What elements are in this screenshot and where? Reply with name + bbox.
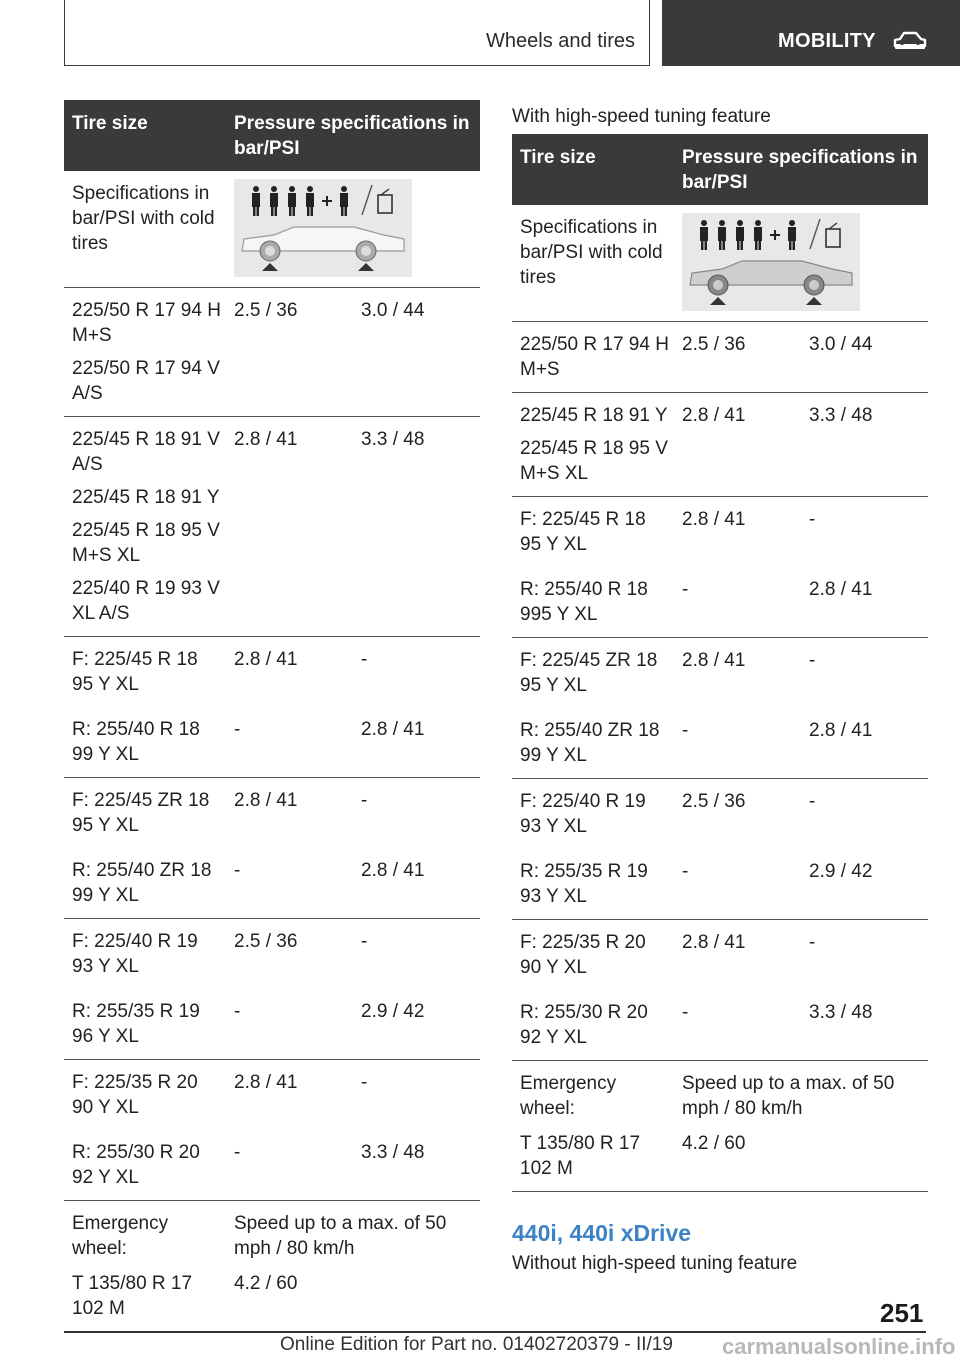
- tire-size: R: 255/30 R 20 92 Y XL: [72, 1142, 200, 1188]
- tire-size-cell: [64, 637, 226, 708]
- tire-size: R: 255/40 ZR 18 99 Y XL: [520, 720, 660, 766]
- right-column: [512, 104, 928, 1277]
- header-section-title: Wheels and tires: [486, 30, 635, 52]
- footer-divider: [64, 1331, 926, 1333]
- emergency-pressure: 4.2 / 60: [226, 1271, 480, 1332]
- col-header-pressure: Pressure specifications in bar/PSI: [226, 100, 480, 171]
- left-pressure-table: [64, 100, 480, 1332]
- pressure-loaded: 3.3 / 48: [353, 417, 480, 637]
- section-title: 440i, 440i xDrive: [512, 1220, 692, 1246]
- spec-label: Specifications in bar/PSI with cold tires: [512, 205, 674, 322]
- pressure-normal: -: [226, 989, 353, 1060]
- table-row: [64, 637, 480, 708]
- tire-size: F: 225/40 R 19 93 Y XL: [72, 931, 198, 977]
- pressure-normal: 2.5 / 36: [674, 322, 801, 393]
- tire-size-cell: [512, 779, 674, 850]
- tire-size: 225/50 R 17 94 H M+S: [72, 300, 221, 346]
- pressure-loaded: 2.8 / 41: [353, 707, 480, 778]
- table-row: [64, 919, 480, 990]
- pressure-loaded: 3.3 / 48: [801, 990, 928, 1061]
- tire-size-cell: [64, 417, 226, 637]
- pressure-loaded: -: [809, 932, 816, 953]
- tire-size-cell: [64, 989, 226, 1060]
- table-row: [512, 708, 928, 779]
- pressure-normal: 2.8 / 41: [226, 417, 353, 637]
- tire-size-cell: [512, 849, 674, 920]
- emergency-pressure: 4.2 / 60: [674, 1131, 928, 1192]
- pressure-loaded: 2.8 / 41: [801, 567, 928, 638]
- tire-size: 225/50 R 17 94 H M+S: [520, 334, 669, 380]
- tire-size-cell: [512, 497, 674, 568]
- pressure-normal: -: [674, 849, 801, 920]
- pressure-normal: 2.8 / 41: [682, 650, 746, 671]
- table-row: [64, 288, 480, 417]
- left-column: [64, 100, 480, 1332]
- emergency-tire: T 135/80 R 17 102 M: [512, 1131, 674, 1192]
- tire-size: F: 225/45 ZR 18 95 Y XL: [520, 650, 658, 696]
- pressure-normal: 2.8 / 41: [674, 393, 801, 497]
- table-row: [512, 920, 928, 991]
- tire-size: R: 255/35 R 19 93 Y XL: [520, 861, 648, 907]
- table-row: [64, 989, 480, 1060]
- table-caption: With high-speed tuning feature: [512, 106, 771, 127]
- page-number: 251: [880, 1298, 924, 1328]
- pressure-loaded: 2.9 / 42: [353, 989, 480, 1060]
- emergency-label: Emergency wheel:: [72, 1213, 169, 1259]
- pressure-normal: 2.8 / 41: [234, 649, 298, 670]
- pressure-loaded: -: [361, 1072, 368, 1093]
- pressure-normal: -: [674, 567, 801, 638]
- header-section-box: [64, 0, 650, 66]
- emergency-row: [512, 1131, 928, 1192]
- pressure-normal: 2.5 / 36: [226, 288, 353, 417]
- load-diagram-picture: [234, 179, 412, 277]
- emergency-row: [64, 1271, 480, 1332]
- pressure-normal: -: [674, 708, 801, 779]
- tire-size-cell: [512, 990, 674, 1061]
- tire-size: F: 225/45 R 18 95 Y XL: [72, 649, 198, 695]
- pressure-loaded: -: [361, 649, 368, 670]
- emergency-tire: T 135/80 R 17 102 M: [64, 1271, 226, 1332]
- table-row: [64, 707, 480, 778]
- pressure-loaded: 3.3 / 48: [801, 393, 928, 497]
- table-row: [512, 567, 928, 638]
- pressure-normal: 2.5 / 36: [234, 931, 298, 952]
- pressure-normal: -: [226, 707, 353, 778]
- tire-size-cell: [64, 1060, 226, 1131]
- tire-size: 225/45 R 18 95 V M+S XL: [520, 438, 668, 484]
- pressure-normal: -: [226, 1130, 353, 1201]
- pressure-loaded: 2.8 / 41: [353, 848, 480, 919]
- col-header-tire-size: Tire size: [512, 134, 674, 205]
- table-row: [512, 322, 928, 393]
- tire-size: R: 255/35 R 19 96 Y XL: [72, 1001, 200, 1047]
- tire-size: F: 225/45 ZR 18 95 Y XL: [72, 790, 210, 836]
- tire-size-cell: [64, 848, 226, 919]
- pressure-loaded: -: [809, 791, 816, 812]
- section-subtitle: Without high-speed tuning feature: [512, 1253, 798, 1274]
- tire-size: 225/45 R 18 91 V A/S: [72, 429, 220, 475]
- right-pressure-table: [512, 134, 928, 1192]
- table-row: [64, 1060, 480, 1131]
- tire-size-cell: [64, 919, 226, 990]
- table-row: [512, 990, 928, 1061]
- tire-size-cell: [64, 1130, 226, 1201]
- tire-size: F: 225/35 R 20 90 Y XL: [520, 932, 646, 978]
- pressure-loaded: -: [361, 790, 368, 811]
- table-row: [512, 638, 928, 709]
- table-row: [64, 417, 480, 637]
- header-chapter-title: MOBILITY: [778, 30, 876, 52]
- tire-size-cell: [512, 708, 674, 779]
- spec-label: Specifications in bar/PSI with cold tires: [64, 171, 226, 288]
- pressure-loaded: -: [361, 931, 368, 952]
- tire-size: 225/45 R 18 95 V M+S XL: [72, 520, 220, 566]
- table-row: [512, 393, 928, 497]
- footer-edition: Online Edition for Part no. 01402720379 - II/19: [280, 1334, 673, 1355]
- pressure-loaded: 2.8 / 41: [801, 708, 928, 779]
- pressure-normal: 2.8 / 41: [682, 932, 746, 953]
- pressure-loaded: -: [809, 650, 816, 671]
- tire-size: 225/45 R 18 91 Y: [72, 487, 220, 508]
- tire-size-cell: [64, 778, 226, 849]
- pressure-normal: -: [226, 848, 353, 919]
- tire-size: 225/45 R 18 91 Y: [520, 405, 668, 426]
- emergency-speed: Speed up to a max. of 50 mph / 80 km/h: [682, 1073, 895, 1119]
- emergency-row: [512, 1061, 928, 1132]
- tire-size: R: 255/40 ZR 18 99 Y XL: [72, 860, 212, 906]
- tire-size-cell: [512, 567, 674, 638]
- car-icon: [892, 28, 928, 54]
- tire-size: F: 225/40 R 19 93 Y XL: [520, 791, 646, 837]
- emergency-row: [64, 1201, 480, 1272]
- pressure-normal: 2.8 / 41: [234, 1072, 298, 1093]
- col-header-tire-size: Tire size: [64, 100, 226, 171]
- tire-size: F: 225/45 R 18 95 Y XL: [520, 509, 646, 555]
- pressure-normal: 2.5 / 36: [682, 791, 746, 812]
- tire-size: 225/40 R 19 93 V XL A/S: [72, 578, 220, 624]
- load-diagram-picture: [682, 213, 860, 311]
- table-row: [64, 1130, 480, 1201]
- pressure-normal: 2.8 / 41: [682, 509, 746, 530]
- tire-size-cell: [512, 393, 674, 497]
- table-row: [512, 497, 928, 568]
- tire-size: 225/50 R 17 94 V A/S: [72, 358, 220, 404]
- table-row: [64, 778, 480, 849]
- col-header-pressure: Pressure specifications in bar/PSI: [674, 134, 928, 205]
- pressure-loaded: 3.3 / 48: [353, 1130, 480, 1201]
- tire-size-cell: [64, 707, 226, 778]
- pressure-normal: 2.8 / 41: [234, 790, 298, 811]
- tire-size: R: 255/40 R 18 99 Y XL: [72, 719, 200, 765]
- tire-size-cell: [64, 288, 226, 417]
- header-chapter-box: [662, 0, 960, 66]
- tire-size: R: 255/40 R 18 995 Y XL: [520, 579, 648, 625]
- table-row: [64, 848, 480, 919]
- emergency-speed: Speed up to a max. of 50 mph / 80 km/h: [234, 1213, 447, 1259]
- tire-size-cell: [512, 920, 674, 991]
- pressure-loaded: 3.0 / 44: [801, 322, 928, 393]
- watermark-logo: carmanualsonline.info: [722, 1334, 956, 1359]
- table-row: [512, 849, 928, 920]
- tire-size: R: 255/30 R 20 92 Y XL: [520, 1002, 648, 1048]
- pressure-normal: -: [674, 990, 801, 1061]
- pressure-loaded: -: [809, 509, 816, 530]
- pressure-loaded: 3.0 / 44: [353, 288, 480, 417]
- table-row: [512, 779, 928, 850]
- tire-size: F: 225/35 R 20 90 Y XL: [72, 1072, 198, 1118]
- pressure-loaded: 2.9 / 42: [801, 849, 928, 920]
- tire-size-cell: [512, 638, 674, 709]
- emergency-label: Emergency wheel:: [520, 1073, 617, 1119]
- tire-size-cell: [512, 322, 674, 393]
